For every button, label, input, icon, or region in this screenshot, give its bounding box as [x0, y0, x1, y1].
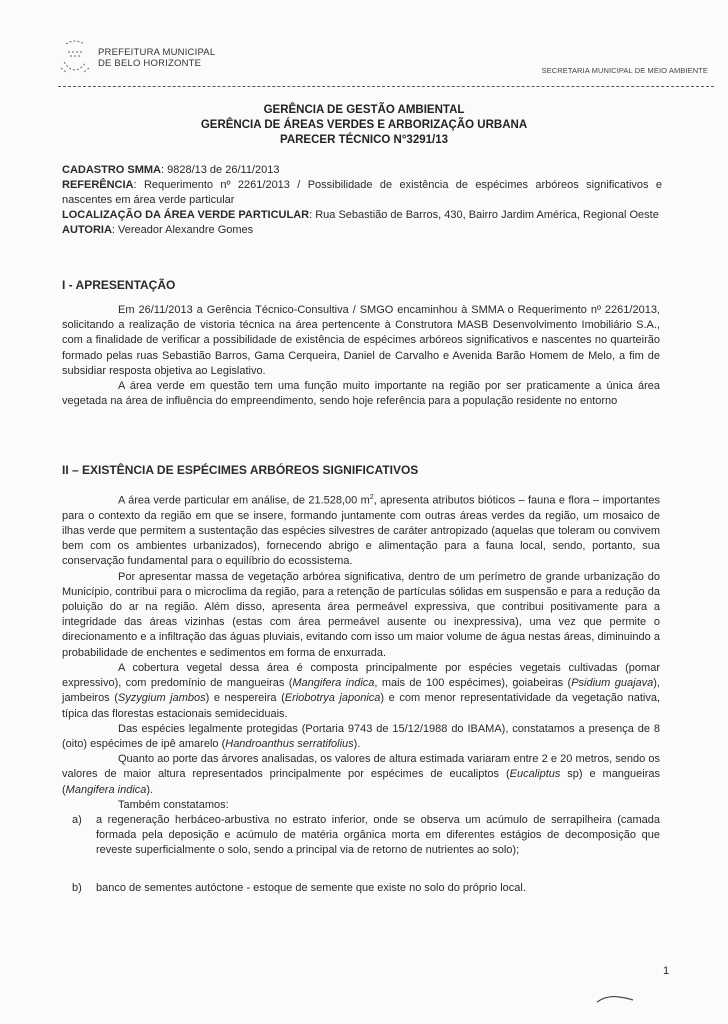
header-divider: [58, 86, 714, 87]
species-mangifera-2: Mangifera indica: [65, 783, 147, 796]
autoria-label: AUTORIA: [62, 224, 112, 236]
section-2-body: [62, 490, 660, 896]
section-2-heading: II – EXISTÊNCIA DE ESPÉCIMES ARBÓREOS SIGNIFICATIVOS: [62, 463, 419, 477]
autoria-row: [62, 223, 662, 238]
title-line-2: GERÊNCIA DE ÁREAS VERDES E ARBORIZAÇÃO URBANA: [200, 119, 528, 131]
list-marker: b): [72, 881, 82, 894]
section-1-heading: I - APRESENTAÇÃO: [62, 278, 176, 292]
p1-text-a: A área verde particular em análise, de 21.528,00 m: [118, 494, 370, 507]
initials-mark-icon: [595, 994, 635, 1004]
section-2-paragraph-2: Por apresentar massa de vegetação arbórea significativa, dentro de um perímetro de grande urbanização do Município, contribui para o microclima da região, para a retenção de partículas sólidas em suspensão e para a redução da poluição do ar na região. Além disso, apresenta área permeável expressiva, que contribui positivamente para a integridade das áreas vizinhas (estas com área permeável ausente ou inexpressiva), uma vez que permite o direcionamento e a infiltração das águas pluviais, evitando com isso um maior volume de água nestas áreas, diminuindo a probabilidade de enchentes e sedimentos em forma de enxurrada.: [62, 570, 660, 659]
referencia-value: : Requerimento nº 2261/2013 / Possibilidade de existência de espécimes arbóreos significativos e nascentes em área verde particular: [62, 179, 662, 206]
list-item: [72, 813, 660, 859]
findings-list: [72, 813, 660, 896]
section-2-paragraph-5: [62, 752, 660, 798]
p5-text-b: sp) e mangueiras (: [62, 768, 661, 796]
section-1-paragraph-1: Em 26/11/2013 a Gerência Técnico-Consultiva / SMGO encaminhou à SMMA o Requerimento nº 2261/2013, solicitando a realização de vistoria técnica na área pertencente à Construtora MASB Desenvolvimento Imobiliário S.A., com a finalidade de verificar a possibilidade de existência de espécimes arbóreos significativos e nascentes no quarteirão formado pelas ruas Sebastião Barros, Gama Cerqueira, Daniel de Carvalho e Avenida Barão Homem de Melo, a fim de subsidiar resposta objetiva ao Legislativo.: [62, 304, 660, 377]
species-handroanthus: Handroanthus serratifolius: [225, 737, 354, 750]
org-line-2: DE BELO HORIZONTE: [98, 58, 202, 69]
localizacao-row: [62, 208, 662, 223]
list-item: [72, 881, 660, 896]
list-marker: a): [72, 813, 82, 826]
p4-text-a: Das espécies legalmente protegidas (Portaria 9743 de 15/12/1988 do IBAMA), constatamos a presença de 8 (oito) espécimes de ipê amarelo (: [62, 722, 660, 750]
p4-text-b: ).: [353, 737, 361, 750]
species-psidium: Psidium guajava: [571, 677, 654, 690]
section-2-paragraph-1: [62, 490, 660, 570]
p3-text-e: ) e com menor representatividade da vegetação nativa, típica das florestas estacionais semideciduais.: [62, 692, 661, 720]
letterhead: [58, 38, 708, 84]
species-mangifera: Mangifera indica: [292, 677, 375, 690]
species-eriobotrya: Eriobotrya japonica: [284, 692, 381, 705]
org-line-1: PREFEITURA MUNICIPAL: [98, 47, 216, 58]
city-coat-of-arms-icon: [58, 38, 92, 78]
localizacao-label: LOCALIZAÇÃO DA ÁREA VERDE PARTICULAR: [62, 209, 310, 221]
p1-text-b: , apresenta atributos bióticos – fauna e flora – importantes para o contexto da região em que se insere, formando juntamente com outras áreas verdes da região, um mosaico de ilhas verde que permitem a sustentação das espécies silvestres de caráter antropizado (aquelas que toleram ou convivem bem com os ambientes urbanizados), fornecendo abrigo e alimentação para a fauna local, sendo, portanto, sua conservação fundamental para o equilíbrio do ecossistema.: [62, 494, 660, 568]
section-1-paragraph-2: A área verde em questão tem uma função muito importante na região por ser praticamente a única área vegetada na área de influência do empreendimento, sendo hoje referência para a população residente no entorno: [62, 380, 660, 408]
p3-text-b: , mais de 100 espécimes), goiabeiras (: [374, 677, 572, 690]
species-eucaliptus: Eucaliptus: [509, 768, 561, 781]
p5-text-c: ).: [146, 783, 154, 796]
p5-text-a: Quanto ao porte das árvores analisadas, os valores de altura estimada variaram entre 2 e 20 metros, sendo os valores de maior altura representados principalmente por espécimes de eucaliptos (: [62, 753, 660, 781]
page-number: 1: [663, 965, 670, 977]
referencia-row: [62, 178, 662, 208]
list-item-text: a regeneração herbáceo-arbustiva no estrato inferior, onde se observa um acúmulo de serrapilheira (camada formada pela deposição e acúmulo de matéria orgânica morta em diferentes estágios de decomposição que reveste superficialmente o solo, sendo a principal via de retorno de nutrientes ao solo);: [96, 813, 660, 857]
p3-text-c: ), jambeiros (: [62, 677, 660, 705]
section-2-paragraph-4: [62, 722, 660, 752]
document-meta: [62, 163, 662, 238]
localizacao-value: : Rua Sebastião de Barros, 430, Bairro Jardim América, Regional Oeste: [309, 209, 659, 221]
section-2-paragraph-6: Também constatamos:: [118, 798, 229, 811]
title-line-1: GERÊNCIA DE GESTÃO AMBIENTAL: [263, 104, 465, 116]
species-syzygium: Syzygium jambos: [117, 692, 206, 705]
p1-superscript: 2: [369, 494, 374, 501]
title-line-3: PARECER TÉCNICO N°3291/13: [280, 134, 448, 146]
secretaria-name: SECRETARIA MUNICIPAL DE MEIO AMBIENTE: [541, 66, 708, 75]
cadastro-value: : 9828/13 de 26/11/2013: [161, 164, 280, 176]
cadastro-label: CADASTRO SMMA: [62, 164, 161, 176]
prefeitura-name: [98, 47, 215, 69]
document-titles: [0, 103, 728, 148]
autoria-value: : Vereador Alexandre Gomes: [111, 224, 254, 236]
p3-text-a: A cobertura vegetal dessa área é composta principalmente por espécies vegetais cultivadas (pomar expressivo), com predomínio de mangueiras (: [62, 661, 660, 690]
cadastro-row: [62, 163, 662, 178]
list-item-text: banco de sementes autóctone - estoque de semente que existe no solo do próprio local.: [96, 881, 526, 894]
section-1-body: [62, 303, 660, 409]
referencia-label: REFERÊNCIA: [62, 179, 134, 191]
section-2-paragraph-3: [62, 661, 660, 722]
p3-text-d: ) e nespereira (: [205, 692, 285, 705]
